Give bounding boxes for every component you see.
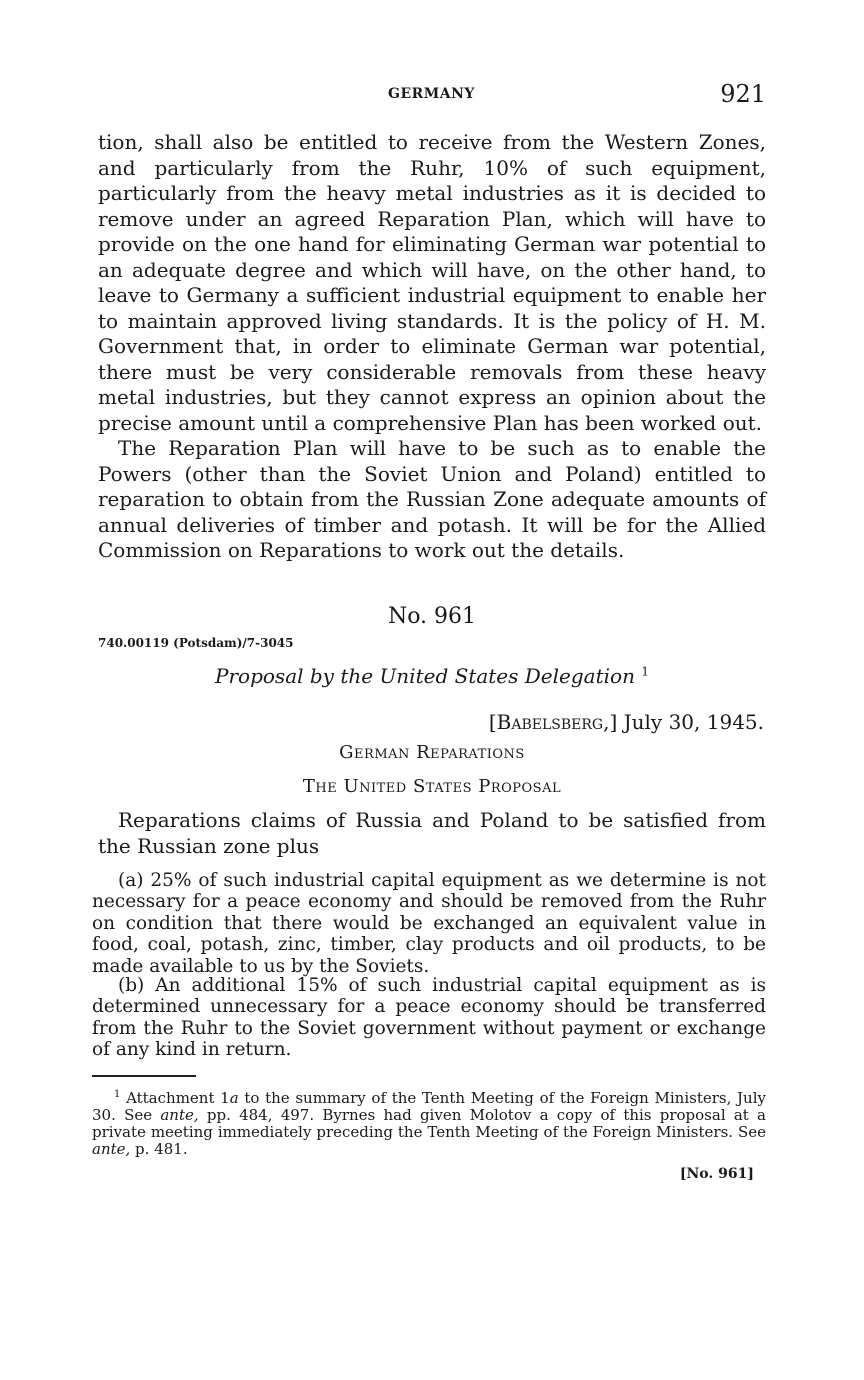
dateline — [489, 710, 764, 734]
item-b-text: An additional 15% of such industrial capital equipment as is determined unnecessary for a peace economy should be transferred from the Ruhr to the Soviet government without payment or exchange of any kind in return. — [92, 975, 766, 1061]
dateline-place: [Babelsberg,] — [488, 710, 618, 734]
body-paragraph-1: tion, shall also be entitled to receive from the Western Zones, and particularly from the Ruhr, 10% of such equipment, particularly from the heavy metal industries as it is decided to remove under an agreed Reparation Plan, which will have to provide on the one hand for eliminating German war potential to an adequate degree and which will have, on the other hand, to leave to Germany a sufficient industrial equipment to enable her to maintain approved living standards. It is the policy of H. M. Government that, in order to eliminate German war potential, there must be very considerable removals from these heavy metal industries, but they cannot express an opinion about the precise amount until a comprehensive Plan has been worked out. — [98, 130, 766, 435]
item-b-label: (b) — [118, 975, 145, 996]
footnote-mark: 1 — [114, 1089, 121, 1100]
item-a-label: (a) — [118, 870, 144, 891]
section-subheading: The United States Proposal — [302, 776, 562, 797]
file-number: 740.00119 (Potsdam)/7-3045 — [98, 636, 294, 650]
footnote-text-1: Attachment 1 — [126, 1089, 230, 1107]
item-b — [92, 975, 766, 1061]
footnote-ante-2: ante, — [92, 1140, 131, 1158]
footnote-text-2: to the summary of the Tenth Meeting of the Foreign Ministers, July 30. See — [92, 1089, 766, 1124]
body-paragraph-2: The Reparation Plan will have to be such as to enable the Powers (other than the Soviet Union and Poland) entitled to reparation to obtain from the Russian Zone adequate amounts of annual deliveries of timber and potash. It will be for the Allied Commission on Reparations to work out the details. — [98, 436, 766, 562]
running-head — [98, 80, 766, 114]
intro-paragraph: Reparations claims of Russia and Poland to be satisfied from the Russian zone plus — [98, 808, 766, 858]
document-number: No. 961 — [387, 604, 477, 629]
page-number: 921 — [720, 80, 766, 108]
footnote-text-italic: a — [229, 1089, 239, 1107]
section-heading: German Reparations — [339, 742, 525, 763]
running-head-title: GERMANY — [388, 86, 475, 102]
document-title — [0, 664, 864, 688]
item-a — [92, 870, 766, 977]
footnote-ante-1: ante, — [160, 1106, 199, 1124]
footnote-text-3: pp. 484, 497. Byrnes had given Molotov a copy of this proposal at a private meeting immediately preceding the Tenth Meeting of the Foreign Ministers. See — [92, 1106, 766, 1141]
page-reference: [No. 961] — [679, 1166, 754, 1182]
item-a-text: 25% of such industrial capital equipment as we determine is not necessary for a peace economy and should be removed from the Ruhr on condition that there would be exchanged an equivalent value in food, coal, potash, zinc, timber, clay products and oil products, to be made available to us by the Soviets. — [92, 870, 766, 977]
footnote-reference: 1 — [641, 664, 649, 679]
dateline-date: July 30, 1945. — [623, 710, 764, 734]
footnote-text-4: p. 481. — [130, 1140, 188, 1158]
footnote — [92, 1086, 766, 1158]
footnote-divider — [92, 1075, 196, 1077]
document-title-text: Proposal by the United States Delegation — [215, 664, 635, 688]
